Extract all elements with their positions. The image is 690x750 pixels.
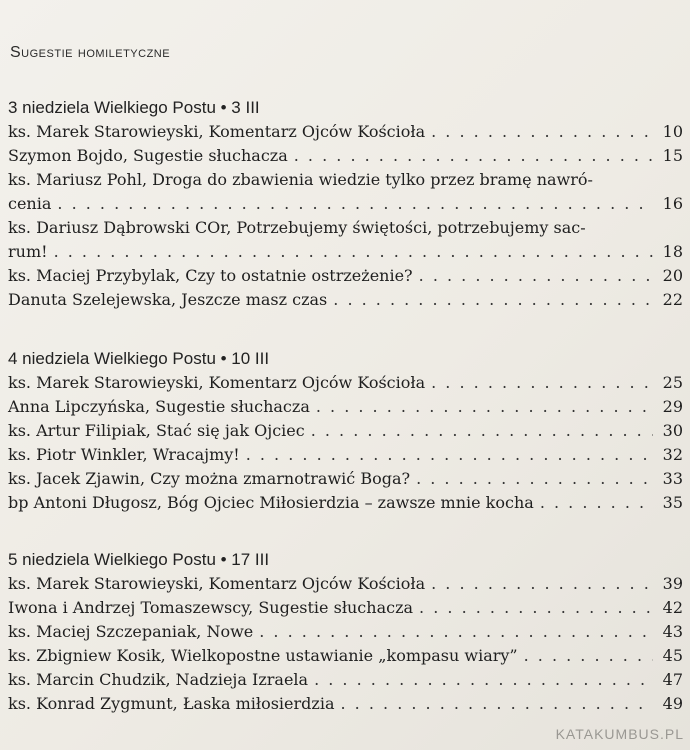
dot-leader: [431, 120, 653, 144]
dot-leader: [419, 264, 653, 288]
section-5-niedziela: [8, 548, 683, 716]
entry-text: Iwona i Andrzej Tomaszewscy, Sugestie słuchacza: [8, 598, 414, 617]
page-number: 49: [662, 694, 683, 713]
page-heading: Sugestie homiletyczne: [10, 44, 171, 61]
toc-entry: [8, 168, 683, 216]
entry-text: ks. Konrad Zygmunt, Łaska miłosierdzia: [8, 694, 335, 713]
page-number: 18: [662, 242, 683, 261]
entry-text: ks. Jacek Zjawin, Czy można zmarnotrawić Boga?: [8, 469, 411, 488]
entry-text: ks. Piotr Winkler, Wracajmy!: [8, 445, 240, 464]
entry-text: Anna Lipczyńska, Sugestie słuchacza: [8, 397, 310, 416]
page-number: 35: [662, 493, 683, 512]
dot-leader: [316, 395, 653, 419]
dot-leader: [524, 644, 653, 668]
entry-text: ks. Artur Filipiak, Stać się jak Ojciec: [8, 421, 305, 440]
page-number: 10: [662, 122, 683, 141]
page-number: 15: [662, 146, 683, 165]
dot-leader: [341, 692, 654, 716]
entry-text: Szymon Bojdo, Sugestie słuchacza: [8, 146, 288, 165]
page-number: 30: [662, 421, 683, 440]
page-number: 45: [662, 646, 683, 665]
dot-leader: [294, 144, 653, 168]
entry-text: ks. Maciej Przybylak, Czy to ostatnie ostrzeżenie?: [8, 266, 413, 285]
toc-entry: [8, 216, 683, 264]
page-number: 16: [662, 194, 683, 213]
dot-leader: [57, 192, 653, 216]
toc-entry: [8, 668, 683, 692]
entry-text-line2: rum!: [8, 242, 48, 261]
entry-text: bp Antoni Długosz, Bóg Ojciec Miłosierdzia – zawsze mnie kocha: [8, 493, 534, 512]
entry-text: ks. Marek Starowieyski, Komentarz Ojców Kościoła: [8, 373, 426, 392]
section-title: 3 niedziela Wielkiego Postu • 3 III: [8, 98, 260, 117]
section-3-niedziela: [8, 96, 683, 312]
watermark: KATAKUMBUS.PL: [555, 726, 684, 742]
dot-leader: [259, 620, 653, 644]
page-number: 42: [662, 598, 683, 617]
dot-leader: [314, 668, 653, 692]
toc-entry: [8, 120, 683, 144]
page-number: 20: [662, 266, 683, 285]
page-number: 32: [662, 445, 683, 464]
dot-leader: [333, 288, 653, 312]
toc-entry: [8, 620, 683, 644]
entry-text-line1: ks. Mariusz Pohl, Droga do zbawienia wiedzie tylko przez bramę nawró-: [8, 170, 593, 189]
toc-entry: [8, 491, 683, 515]
page-number: 43: [662, 622, 683, 641]
page-number: 39: [662, 574, 683, 593]
toc-entry: [8, 144, 683, 168]
entry-text-line1: ks. Dariusz Dąbrowski COr, Potrzebujemy świętości, potrzebujemy sac-: [8, 218, 586, 237]
page-number: 22: [662, 290, 683, 309]
toc-entry: [8, 467, 683, 491]
toc-entry: [8, 644, 683, 668]
entry-text: ks. Marek Starowieyski, Komentarz Ojców Kościoła: [8, 574, 426, 593]
dot-leader: [311, 419, 653, 443]
toc-entry: [8, 288, 683, 312]
dot-leader: [54, 240, 653, 264]
toc-entry: [8, 572, 683, 596]
dot-leader: [540, 491, 653, 515]
toc-entry: [8, 371, 683, 395]
entry-text: Danuta Szelejewska, Jeszcze masz czas: [8, 290, 328, 309]
dot-leader: [419, 596, 653, 620]
toc-entry: [8, 596, 683, 620]
section-4-niedziela: [8, 347, 683, 515]
entry-text: ks. Zbigniew Kosik, Wielkopostne ustawianie „kompasu wiary”: [8, 646, 518, 665]
entry-text: ks. Marek Starowieyski, Komentarz Ojców Kościoła: [8, 122, 426, 141]
toc-entry: [8, 443, 683, 467]
page-number: 33: [662, 469, 683, 488]
entry-text: ks. Maciej Szczepaniak, Nowe: [8, 622, 254, 641]
toc-entry: [8, 395, 683, 419]
section-title: 4 niedziela Wielkiego Postu • 10 III: [8, 349, 270, 368]
section-title: 5 niedziela Wielkiego Postu • 17 III: [8, 550, 270, 569]
dot-leader: [431, 371, 653, 395]
entry-text-line2: cenia: [8, 194, 52, 213]
toc-entry: [8, 692, 683, 716]
dot-leader: [246, 443, 653, 467]
dot-leader: [416, 467, 653, 491]
toc-entry: [8, 419, 683, 443]
page-number: 47: [662, 670, 683, 689]
dot-leader: [431, 572, 653, 596]
entry-text: ks. Marcin Chudzik, Nadzieja Izraela: [8, 670, 309, 689]
page-number: 25: [662, 373, 683, 392]
toc-entry: [8, 264, 683, 288]
page-number: 29: [662, 397, 683, 416]
